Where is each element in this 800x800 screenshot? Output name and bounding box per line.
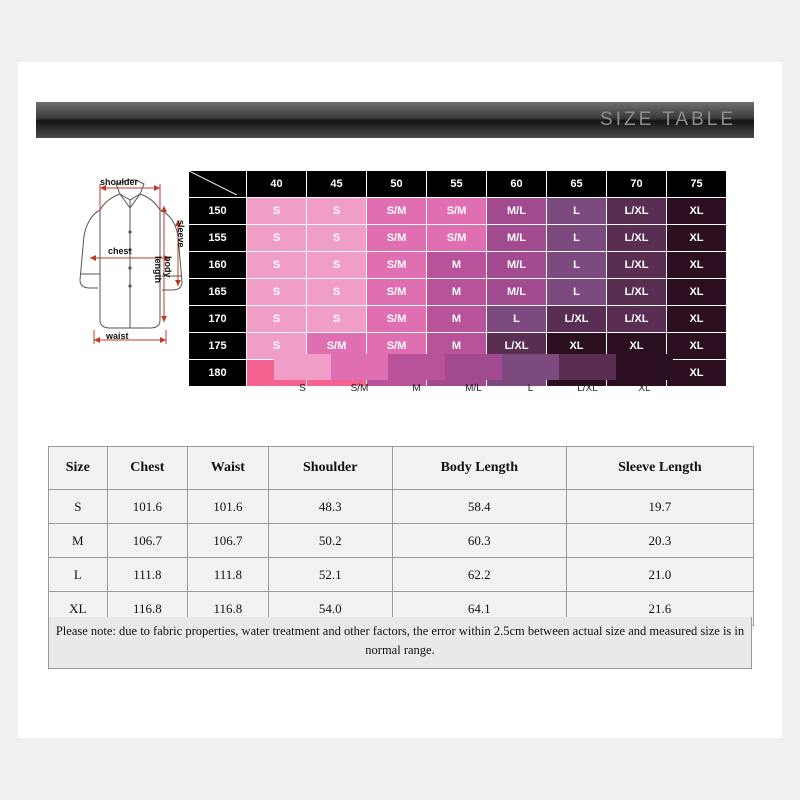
matrix-cell: S/M (367, 333, 427, 360)
legend-label: L (527, 383, 534, 394)
diagram-label-body-length: body length (153, 256, 173, 283)
diagram-label-sleeve: sleeve (176, 220, 186, 248)
matrix-cell: M (427, 279, 487, 306)
measurement-cell: 21.0 (566, 558, 753, 592)
table-row (49, 558, 754, 592)
legend-label: S/M (350, 383, 369, 394)
matrix-cell: S/M (307, 333, 367, 360)
measurement-table (48, 446, 754, 626)
color-legend (274, 354, 673, 394)
matrix-cell: L (547, 252, 607, 279)
matrix-row-header: 170 (189, 306, 247, 333)
measurement-cell: 48.3 (268, 490, 392, 524)
matrix-cell: XL (667, 306, 727, 333)
legend-label: M/L (465, 383, 482, 394)
matrix-cell: S (307, 252, 367, 279)
diagram-label-shoulder: shoulder (100, 177, 139, 187)
legend-label: S (299, 383, 306, 394)
measurement-col-header: Chest (107, 447, 188, 490)
measurement-cell: 54.0 (268, 592, 392, 626)
measurement-cell: M (49, 524, 108, 558)
matrix-row-header: 165 (189, 279, 247, 306)
legend-swatch (559, 354, 616, 380)
matrix-row-header: 155 (189, 225, 247, 252)
matrix-cell: S (307, 225, 367, 252)
matrix-cell: S/M (367, 225, 427, 252)
legend-swatch (388, 354, 445, 380)
measurement-col-header: Sleeve Length (566, 447, 753, 490)
matrix-cell: L/XL (607, 306, 667, 333)
legend-label: L/XL (577, 383, 598, 394)
matrix-col-header: 50 (367, 171, 427, 198)
measurement-cell: XL (49, 592, 108, 626)
matrix-cell: L/XL (547, 306, 607, 333)
matrix-cell: L/XL (607, 225, 667, 252)
diagram-label-waist: waist (106, 331, 129, 341)
measurement-cell: 116.8 (107, 592, 188, 626)
matrix-cell: XL (667, 360, 727, 387)
matrix-cell: M (427, 252, 487, 279)
table-row (49, 490, 754, 524)
matrix-cell: M/L (487, 252, 547, 279)
matrix-cell: S (247, 333, 307, 360)
matrix-cell: L (547, 225, 607, 252)
measurement-cell: 106.7 (188, 524, 269, 558)
matrix-cell: L (547, 198, 607, 225)
measurement-cell: 58.4 (392, 490, 566, 524)
matrix-cell: M (427, 333, 487, 360)
measurement-col-header: Waist (188, 447, 269, 490)
matrix-cell: XL (547, 333, 607, 360)
matrix-cell: S/M (427, 225, 487, 252)
matrix-cell: L/XL (607, 198, 667, 225)
banner-title: SIZE TABLE (600, 109, 736, 130)
matrix-cell: S (247, 279, 307, 306)
matrix-cell: L (487, 306, 547, 333)
measurement-cell: 62.2 (392, 558, 566, 592)
banner (36, 102, 754, 138)
matrix-cell: M/L (487, 198, 547, 225)
measurement-cell: 21.6 (566, 592, 753, 626)
garment-diagram (58, 170, 208, 370)
disclaimer-note: Please note: due to fabric properties, water treatment and other factors, the error within 2.5cm between actual size and measured size is in normal range. (48, 617, 752, 669)
measurement-cell: 20.3 (566, 524, 753, 558)
matrix-cell: M/L (487, 279, 547, 306)
measurement-cell: 116.8 (188, 592, 269, 626)
matrix-row-header: 150 (189, 198, 247, 225)
measurement-cell: 111.8 (107, 558, 188, 592)
matrix-cell: XL (607, 333, 667, 360)
matrix-cell: M/L (487, 225, 547, 252)
matrix-cell: L (547, 279, 607, 306)
size-chart-page (18, 62, 782, 738)
matrix-cell: XL (667, 198, 727, 225)
matrix-cell: XL (667, 252, 727, 279)
measurement-cell: 19.7 (566, 490, 753, 524)
matrix-cell: M (427, 306, 487, 333)
measurement-cell: 60.3 (392, 524, 566, 558)
measurement-cell: S (49, 490, 108, 524)
matrix-row (189, 279, 727, 306)
matrix-cell: L/XL (607, 279, 667, 306)
matrix-row (189, 198, 727, 225)
matrix-cell: S/M (367, 306, 427, 333)
matrix-cell: S/M (367, 279, 427, 306)
measurement-cell: 64.1 (392, 592, 566, 626)
matrix-row (189, 306, 727, 333)
measurement-col-header: Size (49, 447, 108, 490)
matrix-row (189, 225, 727, 252)
matrix-col-header: 60 (487, 171, 547, 198)
matrix-col-header: 75 (667, 171, 727, 198)
matrix-cell: S (307, 198, 367, 225)
matrix-cell: S/M (367, 198, 427, 225)
matrix-cell: S (247, 225, 307, 252)
legend-swatch (274, 354, 331, 380)
measurement-col-header: Body Length (392, 447, 566, 490)
table-row (49, 524, 754, 558)
matrix-col-header: 45 (307, 171, 367, 198)
matrix-col-header: 40 (247, 171, 307, 198)
matrix-cell: S (247, 252, 307, 279)
matrix-col-header: 65 (547, 171, 607, 198)
measurement-cell: 106.7 (107, 524, 188, 558)
matrix-cell: S/M (367, 252, 427, 279)
matrix-row-header: 180 (189, 360, 247, 387)
matrix-cell: L/XL (487, 333, 547, 360)
matrix-cell: XL (667, 333, 727, 360)
measurement-cell: 101.6 (107, 490, 188, 524)
measurement-col-header: Shoulder (268, 447, 392, 490)
legend-swatch (502, 354, 559, 380)
legend-swatch (616, 354, 673, 380)
measurement-cell: 50.2 (268, 524, 392, 558)
matrix-row-header: 175 (189, 333, 247, 360)
matrix-row-header: 160 (189, 252, 247, 279)
measurement-cell: 52.1 (268, 558, 392, 592)
matrix-cell: S (247, 198, 307, 225)
matrix-cell: S (307, 279, 367, 306)
matrix-cell: L/XL (607, 252, 667, 279)
measurement-cell: L (49, 558, 108, 592)
legend-label: XL (638, 383, 651, 394)
legend-label: M (412, 383, 421, 394)
matrix-cell: S (247, 306, 307, 333)
diagram-label-chest: chest (108, 246, 132, 256)
measurement-cell: 101.6 (188, 490, 269, 524)
matrix-cell: XL (667, 225, 727, 252)
matrix-cell: S (307, 306, 367, 333)
matrix-cell: XL (667, 279, 727, 306)
legend-swatch (445, 354, 502, 380)
matrix-row (189, 252, 727, 279)
matrix-cell: S/M (427, 198, 487, 225)
legend-swatch (331, 354, 388, 380)
matrix-col-header: 55 (427, 171, 487, 198)
measurement-cell: 111.8 (188, 558, 269, 592)
matrix-corner (189, 171, 247, 198)
matrix-col-header: 70 (607, 171, 667, 198)
